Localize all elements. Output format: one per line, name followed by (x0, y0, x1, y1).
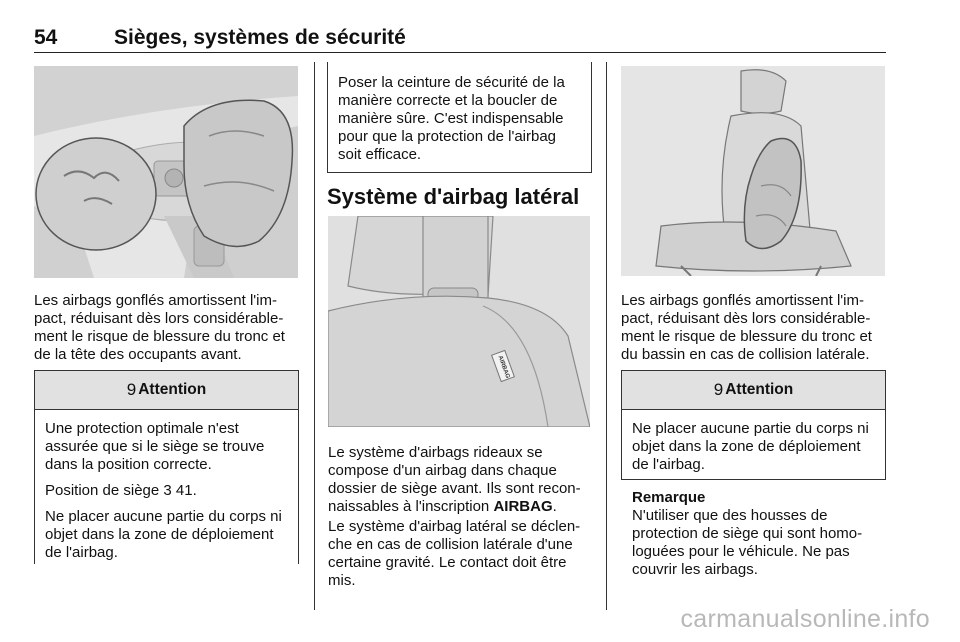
watermark: carmanualsonline.info (680, 605, 930, 633)
side-airbag-text-1: Le système d'airbags rideaux se compose d'un airbag dans chaque dossier de siège avant. Ils sont reconnaissables à l'inscription AIRBAG. (328, 444, 581, 515)
remark-text: N'utiliser que des housses de protection de siège qui sont homologuées pour le véhicule. Ne pas couvrir les airbags. (632, 507, 863, 578)
page-ref-link[interactable]: 41. (171, 482, 197, 499)
attention-heading-right (622, 371, 885, 410)
attention-label: Attention (138, 381, 207, 398)
attention-box-right (621, 370, 886, 480)
attention-heading (35, 371, 298, 410)
front-airbags-illustration (34, 66, 298, 278)
attention-label-right: Attention (725, 381, 794, 398)
page-header (34, 18, 886, 53)
page-title: Sièges, systèmes de sécurité (114, 26, 406, 49)
warning-triangle-icon: 9 (126, 380, 137, 399)
attention-text-right: Ne placer aucune partie du corps ni objet dans la zone de déploiement de l'airbag. (632, 420, 869, 473)
column-divider-left (314, 62, 315, 610)
attention-text-1: Une protection optimale n'est assurée que si le siège se trouve dans la position correcte. (45, 420, 265, 473)
seat-airbag-label-illustration (328, 216, 590, 427)
side-airbag-seat-illustration (621, 66, 885, 276)
right-caption: Les airbags gonflés amortissent l'impact, réduisant dès lors considérablement le risque de blessure du tronc et du bassin en cas de collision latérale. (621, 292, 872, 363)
attention-text-3: Ne placer aucune partie du corps ni objet dans la zone de déploiement de l'airbag. (45, 508, 282, 561)
airbag-keyword: AIRBAG (493, 498, 553, 515)
section-title-side-airbag: Système d'airbag latéral (327, 184, 580, 209)
seat-airbag-tag: AIRBAG (496, 355, 511, 380)
attention-box-continued (327, 62, 592, 173)
page-number: 54 (34, 26, 58, 49)
left-caption: Les airbags gonflés amortissent l'impact, réduisant dès lors considérablement le risque de blessure du tronc et de la tête des occupants avant. (34, 292, 285, 363)
attention-text-2: Position de siège 3 41. (45, 482, 197, 499)
page-ref-icon: 3 (163, 482, 172, 499)
warning-triangle-icon: 9 (713, 380, 724, 399)
column-divider-right (606, 62, 607, 610)
attention-box-left (34, 370, 299, 564)
remark-heading: Remarque (632, 489, 706, 506)
side-airbag-text-2: Le système d'airbag latéral se déclenche en cas de collision latérale d'une certaine gravité. Le contact doit être mis. (328, 518, 581, 589)
continued-warning-text: Poser la ceinture de sécurité de la manière correcte et la boucler de manière sûre. C'est indispensable pour que la protection de l'airbag soit efficace. (338, 74, 565, 163)
